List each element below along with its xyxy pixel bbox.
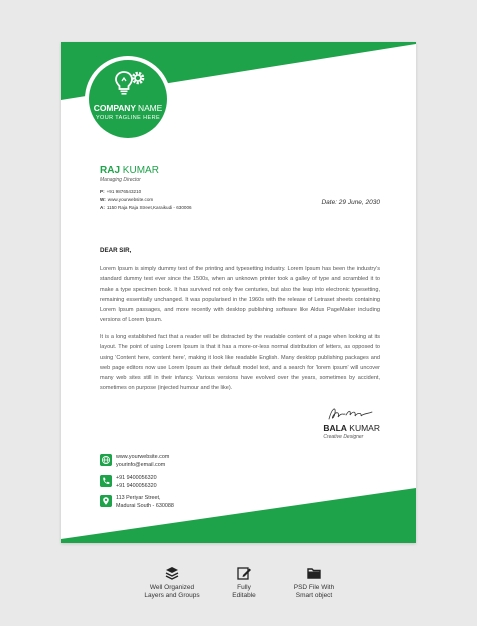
web-label: W: <box>100 197 106 202</box>
footer-phone-row <box>100 474 157 490</box>
footer-web-row <box>100 453 169 469</box>
letterhead-page <box>61 42 416 543</box>
body-paragraph: It is a long established fact that a reader will be distracted by the readable content of a page when looking at its layout. The point of using Lorem Ipsum is that it has a more-or-less normal distribution of letters, as opposed to using 'Content here, content here', making it look like readable English. Many desktop publishing packages and web page editors now use Lorem Ipsum as their default model text, and a search for 'lorem ipsum' will uncover many web sites still in their infancy. Various versions have evolved over the years, sometimes by accident, sometimes on purpose (injected humour and the like). <box>100 334 380 392</box>
signer-block <box>323 423 380 440</box>
footer-phone-1: +91 9400056320 <box>116 475 157 481</box>
salutation: DEAR SIR, <box>100 247 132 254</box>
sender-address <box>100 205 192 210</box>
signer-name <box>323 423 380 433</box>
address-label: A: <box>100 205 105 210</box>
folder-icon <box>306 565 322 581</box>
feature-editable-line2: Editable <box>232 592 256 599</box>
company-name <box>89 103 167 113</box>
sender-phone <box>100 189 192 194</box>
body-paragraph: Lorem Ipsum is simply dummy text of the printing and typesetting industry. Lorem Ipsum has been the industry's standard dummy text ever since the 1500s, when an unknown printer took a galley of type and scrambled it to make a type specimen book. It has survived not only five centuries, but also the leap into electronic typesetting, remaining essentially unchanged. It was popularised in the 1960s with the release of Letraset sheets containing Lorem Ipsum passages, and more recently with desktop publishing software like Aldus PageMaker including versions of Lorem Ipsum. <box>100 266 380 324</box>
footer-phone-2: +91 9400056320 <box>116 483 157 489</box>
signer-role: Creative Designer <box>323 434 364 440</box>
letter-date: Date: 29 June, 2030 <box>321 199 380 206</box>
sender-first-name: RAJ <box>100 165 121 176</box>
sender-role: Managing Director <box>100 177 141 183</box>
feature-editable-line1: Fully <box>237 584 251 591</box>
footer-website: www.yourwebsite.com <box>116 454 170 460</box>
signer-last-name: KUMAR <box>349 423 380 433</box>
sender-name <box>100 165 192 176</box>
feature-psd-label <box>264 584 364 600</box>
layers-icon <box>164 565 180 581</box>
lightbulb-gear-icon <box>115 69 147 97</box>
phone-label: P: <box>100 189 105 194</box>
footer-web-text <box>116 453 169 469</box>
footer-address-2: Madurai South - 630088 <box>116 503 174 509</box>
footer-phone-text <box>116 474 157 490</box>
feature-psd-line2: Smart object <box>295 592 333 599</box>
feature-layers-line2: Layers and Groups <box>144 592 200 599</box>
footer-email: yourinfo@email.com <box>116 462 166 468</box>
company-name-bold: COMPANY <box>93 103 136 113</box>
sender-block <box>100 165 192 210</box>
feature-layers-line1: Well Organized <box>149 584 195 591</box>
signature <box>326 404 376 424</box>
signer-first-name: BALA <box>323 423 347 433</box>
phone-value: +91 9876543210 <box>106 189 142 194</box>
footer-address-text <box>116 494 174 510</box>
footer-address-1: 113 Periyar Street, <box>116 495 161 501</box>
company-tagline: YOUR TAGLINE HERE <box>95 115 161 121</box>
sender-last-name: KUMAR <box>122 165 159 176</box>
edit-icon <box>236 565 252 581</box>
phone-icon <box>100 475 112 487</box>
company-name-light: NAME <box>138 103 163 113</box>
address-value: 1150 Raja Raja Street,Karaikudi - 630006 <box>106 205 192 210</box>
feature-psd-line1: PSD File With <box>293 584 335 591</box>
company-logo <box>89 60 167 138</box>
feature-psd <box>264 565 364 600</box>
location-pin-icon <box>100 495 112 507</box>
footer-address-row <box>100 494 174 510</box>
globe-icon <box>100 454 112 466</box>
web-value: www.yourwebsite.com <box>107 197 154 202</box>
sender-website <box>100 197 192 202</box>
